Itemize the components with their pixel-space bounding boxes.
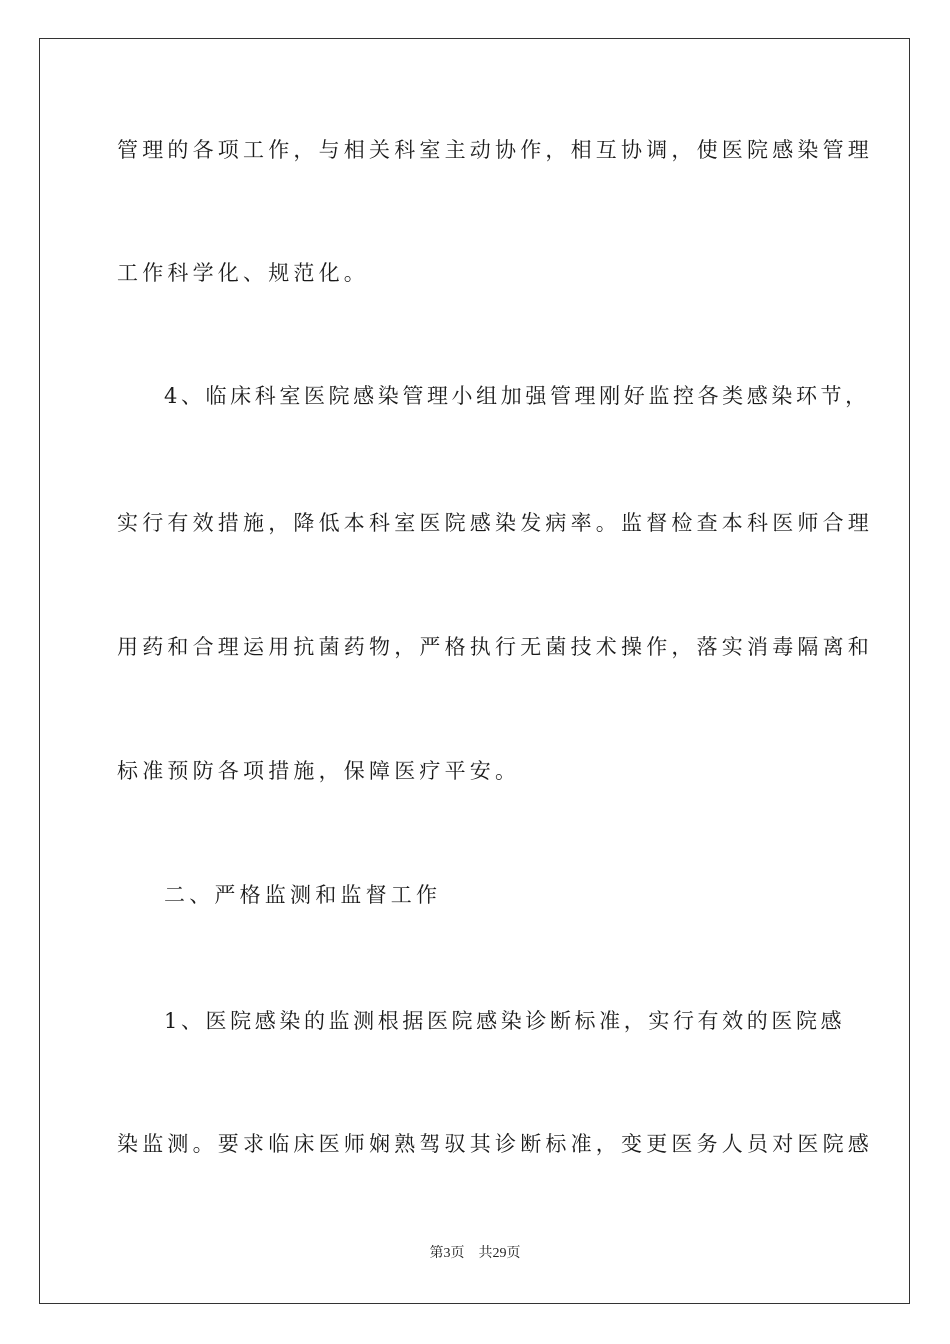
page-frame: [39, 38, 910, 1304]
page-total: 共29页: [478, 1246, 521, 1261]
section-heading: 二、严格监测和监督工作: [164, 883, 442, 907]
paragraph-line: 标准预防各项措施，保障医疗平安。: [117, 759, 521, 783]
paragraph-line: 染监测。要求临床医师娴熟驾驭其诊断标准，变更医务人员对医院感: [117, 1132, 873, 1156]
paragraph-line: 用药和合理运用抗菌药物，严格执行无菌技术操作，落实消毒隔离和: [117, 635, 873, 659]
page-number: 第3页: [429, 1246, 465, 1261]
paragraph-line: 实行有效措施，降低本科室医院感染发病率。监督检查本科医师合理: [117, 511, 873, 535]
paragraph-line: 1、医院感染的监测根据医院感染诊断标准，实行有效的医院感: [164, 1009, 846, 1033]
paragraph-line: 4、临床科室医院感染管理小组加强管理刚好监控各类感染环节，: [164, 384, 870, 408]
page-footer: [0, 1245, 950, 1263]
paragraph-line: 工作科学化、规范化。: [117, 261, 369, 285]
paragraph-line: 管理的各项工作，与相关科室主动协作，相互协调，使医院感染管理: [117, 138, 873, 162]
